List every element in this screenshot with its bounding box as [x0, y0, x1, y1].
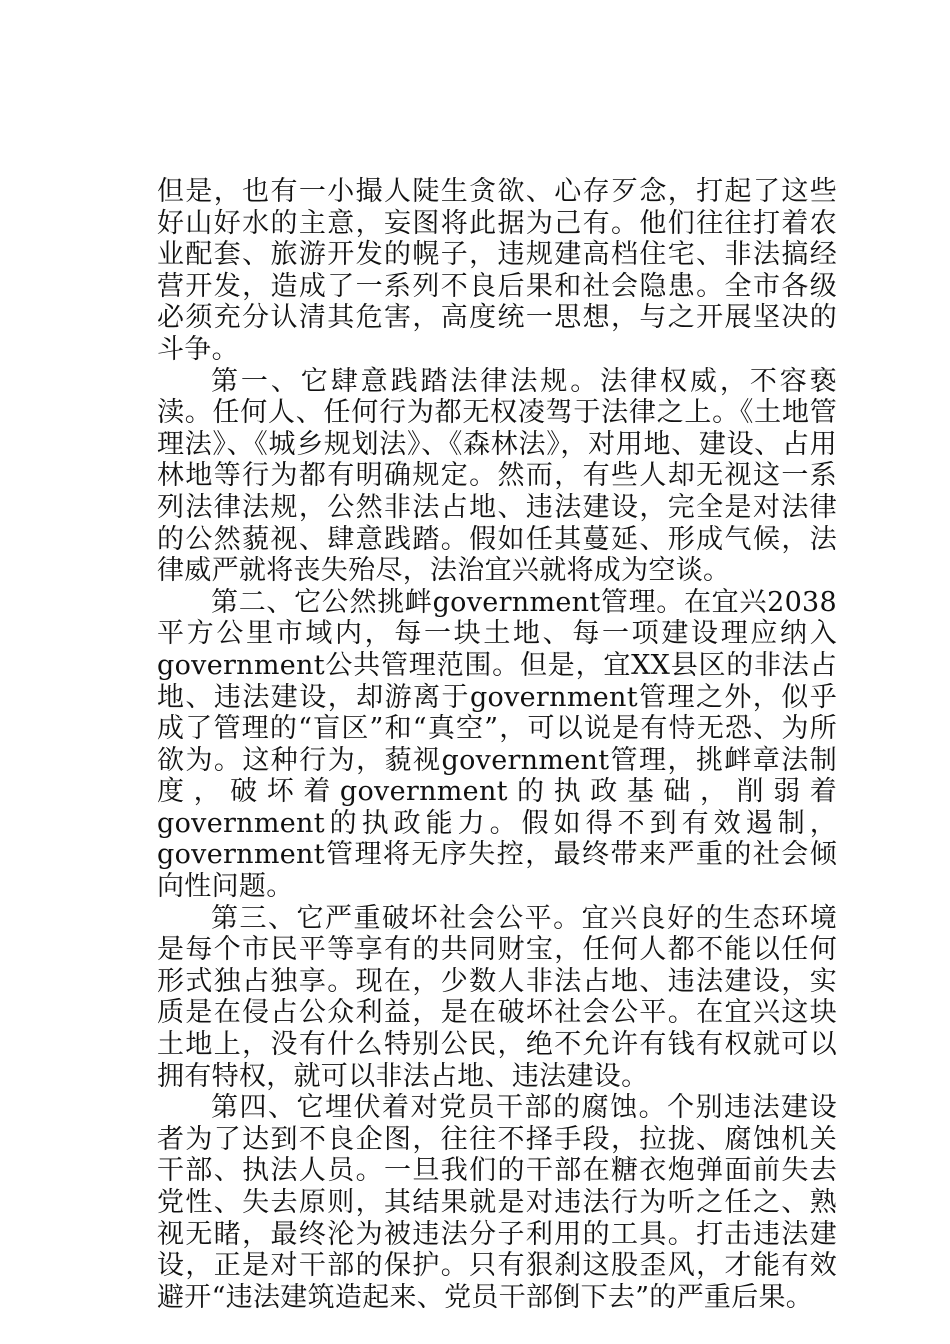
paragraph-first-point: 第一、它肆意践踏法律法规。法律权威，不容亵渎。任何人、任何行为都无权凌驾于法律之上。《土地管理法》、《城乡规划法》、《森林法》，对用地、建设、占用林地等行为都有明确规定。然而，有些人却无视这一系列法律法规，公然非法占地、违法建设，完全是对法律的公然藐视、肆意践踏。假如任其蔓延、形成气候，法律威严就将丧失殆尽，法治宜兴就将成为空谈。: [157, 365, 837, 587]
paragraph-third-point: 第三、它严重破坏社会公平。宜兴良好的生态环境是每个市民平等享有的共同财宝，任何人都不能以任何形式独占独享。现在，少数人非法占地、违法建设，实质是在侵占公众利益，是在破坏社会公平。在宜兴这块土地上，没有什么特别公民，绝不允许有钱有权就可以拥有特权，就可以非法占地、违法建设。: [157, 902, 837, 1092]
paragraph-second-point: 第二、它公然挑衅government管理。在宜兴2038平方公里市域内，每一块土地、每一项建设理应纳入government公共管理范围。但是，宜XX县区的非法占地、违法建设，却游离于government管理之外，似乎成了管理的“盲区”和“真空”，可以说是有恃无恐、为所欲为。这种行为，藐视government管理，挑衅章法制度，破坏着government的执政基础，削弱着government的执政能力。假如得不到有效遏制，government管理将无序失控，最终带来严重的社会倾向性问题。: [157, 586, 837, 903]
paragraph-intro: 但是，也有一小撮人陡生贪欲、心存歹念，打起了这些好山好水的主意，妄图将此据为己有。他们往往打着农业配套、旅游开发的幌子，违规建高档住宅、非法搞经营开发，造成了一系列不良后果和社会隐患。全市各级必须充分认清其危害，高度统一思想，与之开展坚决的斗争。: [157, 176, 837, 365]
document-body: [157, 176, 837, 1313]
paragraph-fourth-point: 第四、它埋伏着对党员干部的腐蚀。个别违法建设者为了达到不良企图，往往不择手段，拉拢、腐蚀机关干部、执法人员。一旦我们的干部在糖衣炮弹面前失去党性、失去原则，其结果就是对违法行为听之任之、熟视无睹，最终沦为被违法分子利用的工具。打击违法建设，正是对干部的保护。只有狠刹这股歪风，才能有效避开“违法建筑造起来、党员干部倒下去”的严重后果。: [157, 1092, 837, 1313]
